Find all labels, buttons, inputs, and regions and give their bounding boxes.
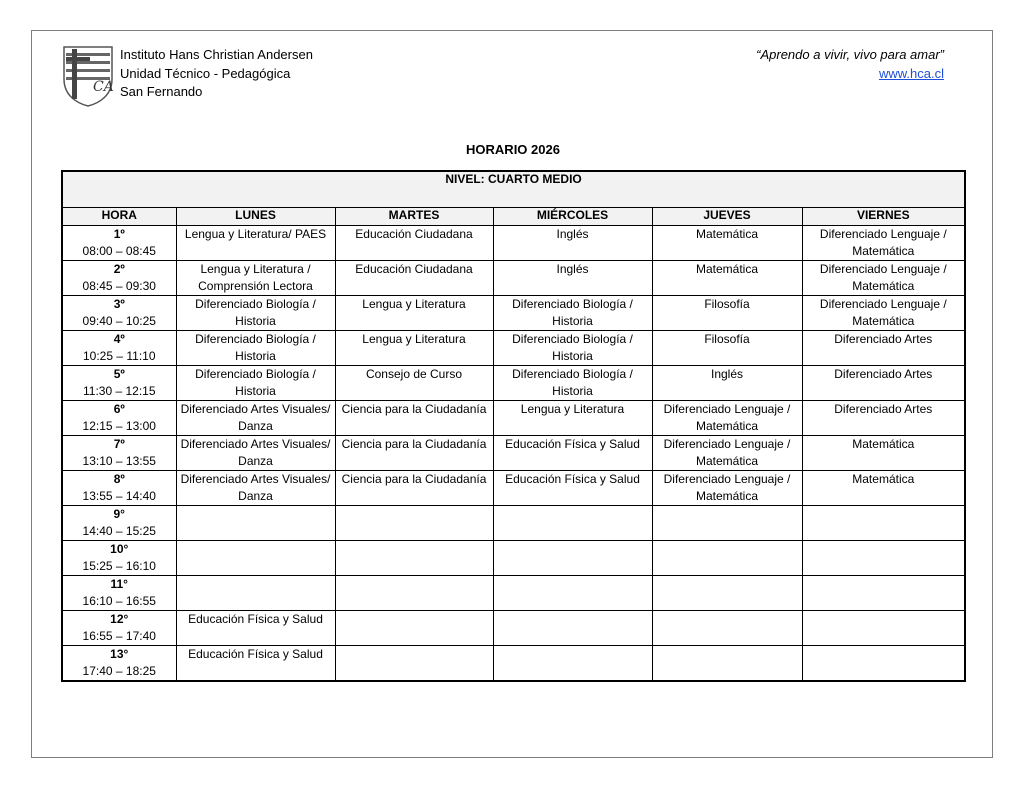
hora-cell [62,226,176,261]
table-row [62,471,965,506]
subject-cell: Inglés [493,261,652,296]
column-header-miercoles: MIÉRCOLES [493,208,652,226]
subject-cell: Diferenciado Lenguaje / Matemática [802,296,965,331]
hora-cell [62,366,176,401]
school-crest-logo [62,45,114,107]
subject-cell: Ciencia para la Ciudadanía [335,436,493,471]
subject-cell: Ciencia para la Ciudadanía [335,401,493,436]
subject-cell: Diferenciado Artes [802,366,965,401]
subject-cell: Lengua y Literatura [335,296,493,331]
subject-cell: Educación Física y Salud [176,646,335,682]
subject-cell: Diferenciado Artes [802,331,965,366]
subject-cell: Diferenciado Lenguaje / Matemática [802,226,965,261]
subject-cell [652,646,802,682]
table-row [62,436,965,471]
subject-cell [335,646,493,682]
website-link[interactable]: www.hca.cl [878,65,944,81]
subject-cell [652,576,802,611]
subject-cell [802,611,965,646]
subject-cell [652,611,802,646]
subject-cell [176,541,335,576]
subject-cell [335,611,493,646]
column-header-lunes: LUNES [176,208,335,226]
table-row [62,401,965,436]
subject-cell: Diferenciado Biología / Historia [176,366,335,401]
period-number: 13° [110,647,129,661]
hora-cell [62,646,176,682]
table-row [62,331,965,366]
hora-cell [62,471,176,506]
period-number: 11° [110,577,128,591]
subject-cell: Diferenciado Biología / Historia [493,296,652,331]
subject-cell: Matemática [652,226,802,261]
period-time: 13:10 – 13:55 [82,454,156,468]
subject-cell [802,576,965,611]
subject-cell [802,506,965,541]
period-time: 08:45 – 09:30 [82,279,156,293]
hora-cell [62,506,176,541]
hora-cell [62,576,176,611]
city-name: San Fernando [120,84,203,99]
table-row [62,506,965,541]
period-time: 08:00 – 08:45 [82,244,156,258]
subject-cell: Educación Física y Salud [493,436,652,471]
subject-cell: Diferenciado Lenguaje / Matemática [802,261,965,296]
subject-cell: Educación Física y Salud [493,471,652,506]
subject-cell: Diferenciado Biología / Historia [493,331,652,366]
column-header-viernes: VIERNES [802,208,965,226]
subject-cell: Matemática [802,436,965,471]
subject-cell: Inglés [652,366,802,401]
institution-block [120,46,313,102]
svg-text:CA: CA [93,79,114,95]
column-header-martes: MARTES [335,208,493,226]
subject-cell: Diferenciado Artes Visuales/ Danza [176,401,335,436]
period-number: 1º [113,227,125,241]
period-number: 6º [113,402,125,416]
subject-cell: Consejo de Curso [335,366,493,401]
table-row [62,261,965,296]
period-number: 9° [113,507,125,521]
period-time: 09:40 – 10:25 [82,314,156,328]
subject-cell [493,576,652,611]
table-row [62,226,965,261]
subject-cell [802,541,965,576]
subject-cell: Lengua y Literatura [335,331,493,366]
subject-cell: Diferenciado Artes Visuales/ Danza [176,436,335,471]
table-row [62,646,965,682]
table-row [62,611,965,646]
hora-cell [62,296,176,331]
period-time: 11:30 – 12:15 [82,384,156,398]
motto-text: “Aprendo a vivir, vivo para amar” [756,47,944,62]
subject-cell: Lengua y Literatura [493,401,652,436]
subject-cell: Diferenciado Lenguaje / Matemática [652,436,802,471]
period-time: 17:40 – 18:25 [82,664,156,678]
hora-cell [62,611,176,646]
subject-cell: Matemática [802,471,965,506]
subject-cell: Ciencia para la Ciudadanía [335,471,493,506]
subject-cell [652,506,802,541]
subject-cell: Diferenciado Artes [802,401,965,436]
column-header-hora: HORA [62,208,176,226]
subject-cell [335,541,493,576]
period-number: 8º [113,472,125,486]
period-time: 13:55 – 14:40 [82,489,156,503]
subject-cell [335,576,493,611]
subject-cell [652,541,802,576]
hora-cell [62,401,176,436]
subject-cell: Diferenciado Biología / Historia [493,366,652,401]
subject-cell: Diferenciado Lenguaje / Matemática [652,471,802,506]
period-time: 16:55 – 17:40 [82,629,156,643]
subject-cell: Educación Ciudadana [335,261,493,296]
period-number: 7º [113,437,125,451]
period-time: 16:10 – 16:55 [82,594,156,608]
subject-cell [176,576,335,611]
nivel-row [62,171,965,208]
period-time: 15:25 – 16:10 [82,559,156,573]
table-row [62,541,965,576]
table-row [62,576,965,611]
institution-name: Instituto Hans Christian Andersen [120,47,313,62]
period-number: 3º [113,297,125,311]
subject-cell [176,506,335,541]
table-row [62,296,965,331]
period-time: 12:15 – 13:00 [82,419,156,433]
schedule-table [61,170,966,682]
subject-cell: Filosofía [652,296,802,331]
hora-cell [62,261,176,296]
period-time: 14:40 – 15:25 [82,524,156,538]
subject-cell: Educación Física y Salud [176,611,335,646]
period-number: 5º [113,367,125,381]
motto-block [756,46,944,83]
table-row [62,366,965,401]
unit-name: Unidad Técnico - Pedagógica [120,65,291,81]
subject-cell [493,506,652,541]
period-number: 2º [113,262,125,276]
subject-cell: Diferenciado Biología / Historia [176,296,335,331]
period-number: 4º [113,332,125,346]
subject-cell: Diferenciado Biología / Historia [176,331,335,366]
subject-cell [802,646,965,682]
period-time: 10:25 – 11:10 [82,349,156,363]
column-header-jueves: JUEVES [652,208,802,226]
hora-cell [62,436,176,471]
hora-cell [62,331,176,366]
subject-cell [493,541,652,576]
subject-cell: Diferenciado Artes Visuales/ Danza [176,471,335,506]
subject-cell [493,646,652,682]
subject-cell: Lengua y Literatura / Comprensión Lectora [176,261,335,296]
header-row [62,208,965,226]
subject-cell: Inglés [493,226,652,261]
subject-cell [493,611,652,646]
page-title: HORARIO 2026 [466,142,560,157]
subject-cell: Educación Ciudadana [335,226,493,261]
period-number: 12° [110,612,129,626]
subject-cell: Filosofía [652,331,802,366]
subject-cell: Lengua y Literatura/ PAES [176,226,335,261]
period-number: 10° [110,542,129,556]
subject-cell [335,506,493,541]
nivel-label: NIVEL: CUARTO MEDIO [62,171,965,208]
subject-cell: Diferenciado Lenguaje / Matemática [652,401,802,436]
subject-cell: Matemática [652,261,802,296]
hora-cell [62,541,176,576]
